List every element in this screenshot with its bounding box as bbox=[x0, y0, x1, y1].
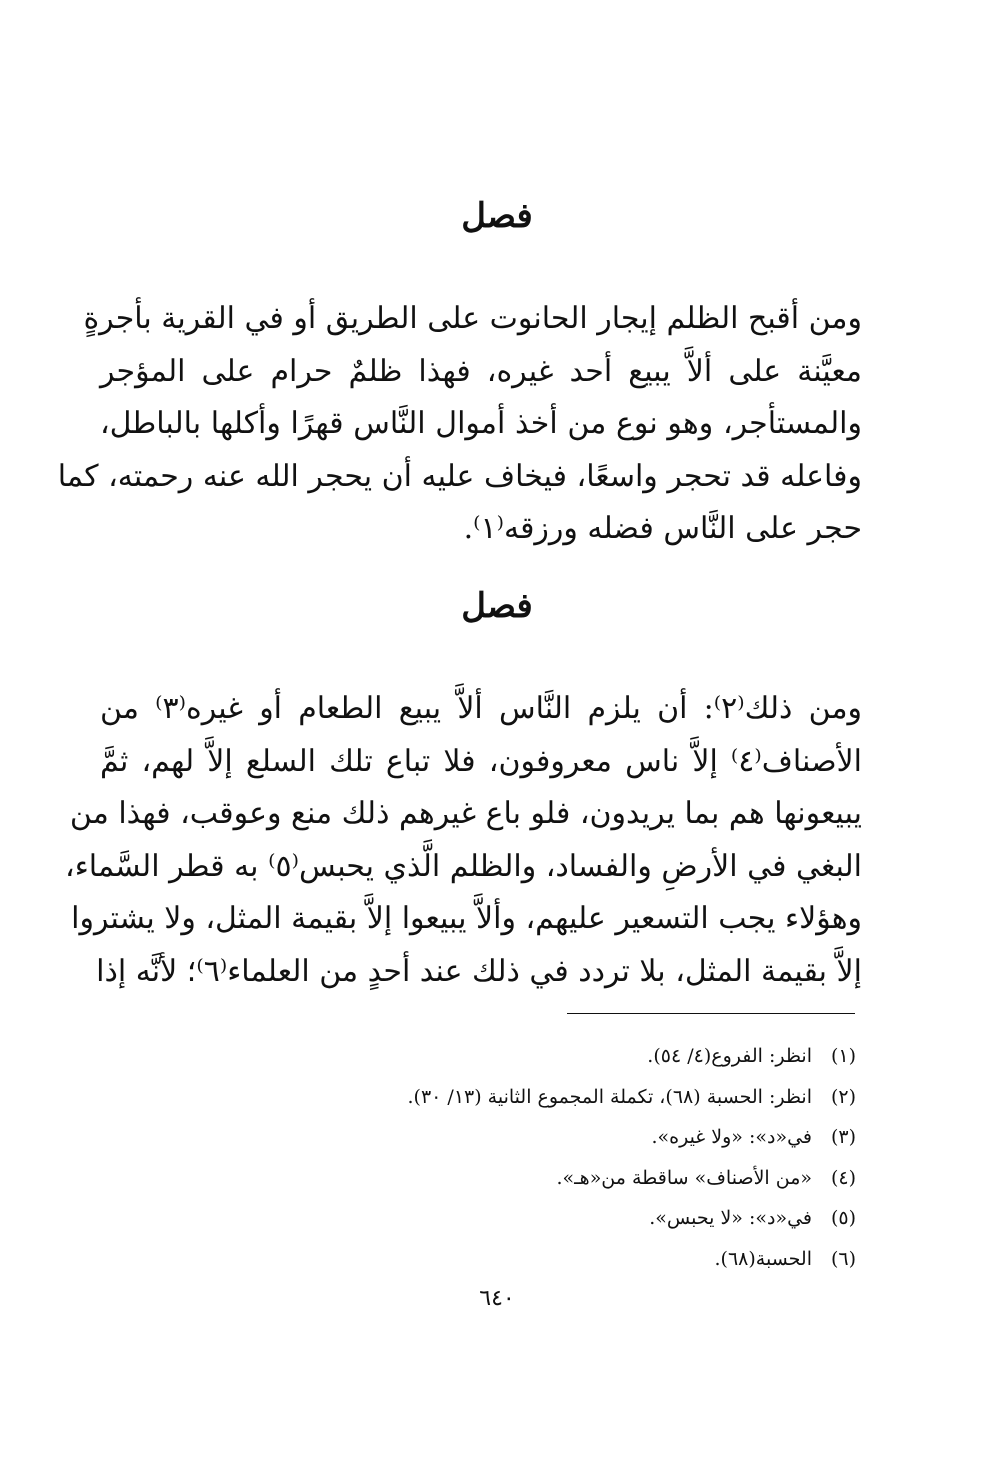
footnote-text: انظر: الحسبة (٦٨)، تكملة المجموع الثانية (١٣/ ٣٠). bbox=[407, 1085, 812, 1108]
footnote-item bbox=[156, 1117, 856, 1158]
footnote-number: (٦) bbox=[830, 1247, 856, 1270]
footnote-item bbox=[156, 1077, 856, 1118]
section-heading-2: فصل bbox=[461, 586, 533, 626]
paragraph-line: البغي في الأرضِ والفساد، والظلم الَّذي يحبس⁽٥⁾ به قطر السَّماء، bbox=[65, 848, 862, 884]
section-heading-1: فصل bbox=[461, 196, 533, 236]
footnotes bbox=[156, 1036, 856, 1279]
paragraph-line: إلاَّ بقيمة المثل، بلا تردد في ذلك عند أحدٍ من العلماء⁽٦⁾؛ لأنَّه إذا bbox=[96, 953, 862, 989]
footnote-text: في«د»: «لا يحبس». bbox=[649, 1207, 812, 1229]
footnote-number: (٥) bbox=[830, 1207, 856, 1229]
paragraph-1 bbox=[57, 293, 862, 556]
paragraph-2 bbox=[65, 683, 862, 998]
paragraph-line: الأصناف⁽٤⁾ إلاَّ ناس معروفون، فلا تباع تلك السلع إلاَّ لهم، ثمَّ bbox=[100, 743, 862, 779]
footnote-text: في«د»: «ولا غيره». bbox=[651, 1126, 812, 1148]
footnote-text: انظر: الفروع(٤/ ٥٤). bbox=[647, 1045, 812, 1067]
paragraph-line: ومن ذلك⁽٢⁾: أن يلزم النَّاس ألاَّ يبيع الطعام أو غيره⁽٣⁾ من bbox=[100, 691, 862, 726]
page-number: ٦٤٠ bbox=[479, 1286, 515, 1311]
paragraph-line: ومن أقبح الظلم إيجار الحانوت على الطريق أو في القرية بأجرةٍ bbox=[83, 301, 862, 336]
footnote-number: (٤) bbox=[830, 1166, 856, 1189]
footnote-separator bbox=[567, 1013, 855, 1014]
footnote-text: «من الأصناف» ساقطة من«هـ». bbox=[556, 1166, 812, 1189]
footnote-item bbox=[156, 1158, 856, 1199]
paragraph-line: يبيعونها هم بما يريدون، فلو باع غيرهم ذلك منع وعوقب، فهذا من bbox=[69, 796, 862, 831]
footnote-number: (٣) bbox=[830, 1126, 856, 1148]
footnote-item bbox=[156, 1239, 856, 1280]
paragraph-line: معيَّنة على ألاَّ يبيع أحد غيره، فهذا ظلمٌ حرام على المؤجر bbox=[100, 353, 862, 389]
paragraph-line: وفاعله قد تحجر واسعًا، فيخاف عليه أن يحجر الله عنه رحمته، كما bbox=[57, 458, 862, 494]
footnote-number: (١) bbox=[830, 1045, 856, 1067]
paragraph-line: حجر على النَّاس فضله ورزقه⁽١⁾. bbox=[463, 511, 862, 546]
footnote-number: (٢) bbox=[830, 1085, 856, 1108]
footnote-text: الحسبة(٦٨). bbox=[714, 1247, 812, 1270]
footnote-item bbox=[156, 1036, 856, 1077]
paragraph-line: وهؤلاء يجب التسعير عليهم، وألاَّ يبيعوا إلاَّ بقيمة المثل، ولا يشتروا bbox=[71, 901, 862, 936]
paragraph-line: والمستأجر، وهو نوع من أخذ أموال النَّاس قهرًا وأكلها بالباطل، bbox=[100, 406, 862, 441]
footnote-item bbox=[156, 1198, 856, 1239]
